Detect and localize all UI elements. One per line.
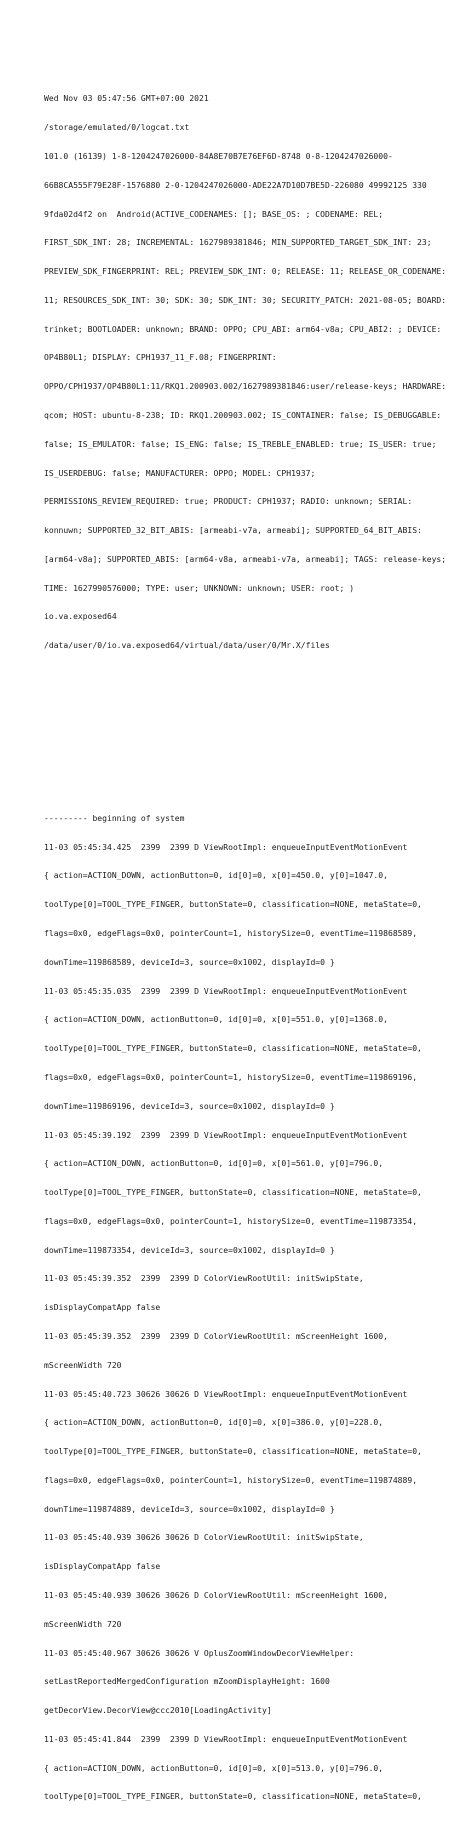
log-line: isDisplayCompatApp false (44, 1562, 161, 1572)
build-info-line: [arm64-v8a]; SUPPORTED_ABIS: [arm64-v8a, armeabi-v7a, armeabi]; TAGS: release-keys; (44, 554, 447, 564)
device-info-block (44, 75, 464, 670)
log-line: getDecorView.DecorView@ccc2010[LoadingActivity] (44, 1706, 272, 1716)
log-line: mScreenWidth 720 (44, 1619, 122, 1629)
log-line: mScreenWidth 720 (44, 1360, 122, 1370)
log-line: downTime=119874889, deviceId=3, source=0x1002, displayId=0 } (44, 1504, 335, 1514)
log-line: flags=0x0, edgeFlags=0x0, pointerCount=1, historySize=0, eventTime=119868589, (44, 929, 418, 939)
build-info-line: OP4B80L1; DISPLAY: CPH1937_11_F.08; FINGERPRINT: (44, 353, 277, 363)
blank-line (44, 756, 464, 766)
log-line: 11-03 05:45:40.723 30626 30626 D ViewRootImpl: enqueueInputEventMotionEvent (44, 1389, 408, 1399)
log-line: 11-03 05:45:39.352 2399 2399 D ColorViewRootUtil: initSwipState, (44, 1274, 364, 1284)
log-line: toolType[0]=TOOL_TYPE_FINGER, buttonState=0, classification=NONE, metaState=0, (44, 1447, 422, 1457)
blank-line (44, 699, 464, 709)
log-line: flags=0x0, edgeFlags=0x0, pointerCount=1, historySize=0, eventTime=119873354, (44, 1216, 418, 1226)
log-line: toolType[0]=TOOL_TYPE_FINGER, buttonState=0, classification=NONE, metaState=0, (44, 1792, 422, 1802)
blank-line (44, 728, 464, 738)
section-separator: --------- beginning of system (44, 813, 185, 823)
log-line: { action=ACTION_DOWN, actionButton=0, id[0]=0, x[0]=450.0, y[0]=1047.0, (44, 871, 388, 881)
log-line: flags=0x0, edgeFlags=0x0, pointerCount=1, historySize=0, eventTime=119874889, (44, 1475, 418, 1485)
log-line: 11-03 05:45:39.352 2399 2399 D ColorViewRootUtil: mScreenHeight 1600, (44, 1331, 388, 1341)
log-line: 11-03 05:45:34.425 2399 2399 D ViewRootImpl: enqueueInputEventMotionEvent (44, 842, 408, 852)
log-line: { action=ACTION_DOWN, actionButton=0, id[0]=0, x[0]=513.0, y[0]=796.0, (44, 1763, 384, 1773)
log-line: 11-03 05:45:40.939 30626 30626 D ColorViewRootUtil: initSwipState, (44, 1533, 364, 1543)
timestamp-line: Wed Nov 03 05:47:56 GMT+07:00 2021 (44, 94, 209, 104)
log-line: toolType[0]=TOOL_TYPE_FINGER, buttonState=0, classification=NONE, metaState=0, (44, 900, 422, 910)
log-line: { action=ACTION_DOWN, actionButton=0, id[0]=0, x[0]=551.0, y[0]=1368.0, (44, 1015, 388, 1025)
log-line: 11-03 05:45:41.844 2399 2399 D ViewRootImpl: enqueueInputEventMotionEvent (44, 1734, 408, 1744)
build-info-line: TIME: 1627990576000; TYPE: user; UNKNOWN: unknown; USER: root; ) (44, 583, 355, 593)
build-info-line: 9fda02d4f2 on Android(ACTIVE_CODENAMES: []; BASE_OS: ; CODENAME: REL; (44, 209, 384, 219)
build-info-line: konnuwn; SUPPORTED_32_BIT_ABIS: [armeabi-v7a, armeabi]; SUPPORTED_64_BIT_ABIS: (44, 526, 422, 536)
log-line: flags=0x0, edgeFlags=0x0, pointerCount=1, historySize=0, eventTime=119869196, (44, 1072, 418, 1082)
log-line: downTime=119869196, deviceId=3, source=0x1002, displayId=0 } (44, 1101, 335, 1111)
log-line: 11-03 05:45:40.939 30626 30626 D ColorViewRootUtil: mScreenHeight 1600, (44, 1591, 388, 1600)
build-info-line: OPPO/CPH1937/OP4B80L1:11/RKQ1.200903.002/1627989381846:user/release-keys; HARDWARE: (44, 382, 447, 392)
build-info-line: PREVIEW_SDK_FINGERPRINT: REL; PREVIEW_SDK_INT: 0; RELEASE: 11; RELEASE_OR_CODENAME: (44, 267, 447, 277)
build-info-line: FIRST_SDK_INT: 28; INCREMENTAL: 1627989381846; MIN_SUPPORTED_TARGET_SDK_INT: 23; (44, 238, 432, 248)
log-line: downTime=119868589, deviceId=3, source=0x1002, displayId=0 } (44, 957, 335, 967)
log-entries-block (44, 795, 464, 1822)
build-info-line: qcom; HOST: ubuntu-8-238; ID: RKQ1.200903.002; IS_CONTAINER: false; IS_DEBUGGABLE: (44, 410, 442, 420)
build-info-line: IS_USERDEBUG: false; MANUFACTURER: OPPO; MODEL: CPH1937; (44, 468, 316, 478)
log-line: setLastReportedMergedConfiguration mZoomDisplayHeight: 1600 (44, 1677, 330, 1687)
build-info-line: PERMISSIONS_REVIEW_REQUIRED: true; PRODUCT: CPH1937; RADIO: unknown; SERIAL: (44, 497, 413, 507)
package-name-line: io.va.exposed64 (44, 612, 117, 622)
log-line: toolType[0]=TOOL_TYPE_FINGER, buttonState=0, classification=NONE, metaState=0, (44, 1188, 422, 1198)
logcat-document (44, 56, 464, 1831)
log-line: 11-03 05:45:40.967 30626 30626 V OplusZoomWindowDecorViewHelper: (44, 1648, 355, 1658)
build-info-line: 66B8CA555F79E28F-1576880 2-0-1204247026000-ADE22A7D10D7BE5D-226080 49992125 330 (44, 180, 427, 190)
build-info-line: 101.0 (16139) 1-8-1204247026000-84A8E70B7E76EF6D-8748 0-8-1204247026000- (44, 151, 393, 161)
log-line: { action=ACTION_DOWN, actionButton=0, id[0]=0, x[0]=561.0, y[0]=796.0, (44, 1159, 384, 1169)
build-info-line: 11; RESOURCES_SDK_INT: 30; SDK: 30; SDK_INT: 30; SECURITY_PATCH: 2021-08-05; BOARD: (44, 295, 447, 305)
file-path-line: /storage/emulated/0/logcat.txt (44, 123, 190, 133)
log-line: 11-03 05:45:39.192 2399 2399 D ViewRootImpl: enqueueInputEventMotionEvent (44, 1130, 408, 1140)
log-line: 11-03 05:45:35.035 2399 2399 D ViewRootImpl: enqueueInputEventMotionEvent (44, 986, 408, 996)
build-info-line: false; IS_EMULATOR: false; IS_ENG: false; IS_TREBLE_ENABLED: true; IS_USER: true; (44, 439, 437, 449)
log-line: toolType[0]=TOOL_TYPE_FINGER, buttonState=0, classification=NONE, metaState=0, (44, 1044, 422, 1054)
log-line: { action=ACTION_DOWN, actionButton=0, id[0]=0, x[0]=386.0, y[0]=228.0, (44, 1418, 384, 1428)
log-line: isDisplayCompatApp false (44, 1303, 161, 1313)
build-info-line: trinket; BOOTLOADER: unknown; BRAND: OPPO; CPU_ABI: arm64-v8a; CPU_ABI2: ; DEVICE: (44, 324, 442, 334)
log-line: downTime=119873354, deviceId=3, source=0x1002, displayId=0 } (44, 1245, 335, 1255)
data-path-line: /data/user/0/io.va.exposed64/virtual/data/user/0/Mr.X/files (44, 641, 330, 651)
